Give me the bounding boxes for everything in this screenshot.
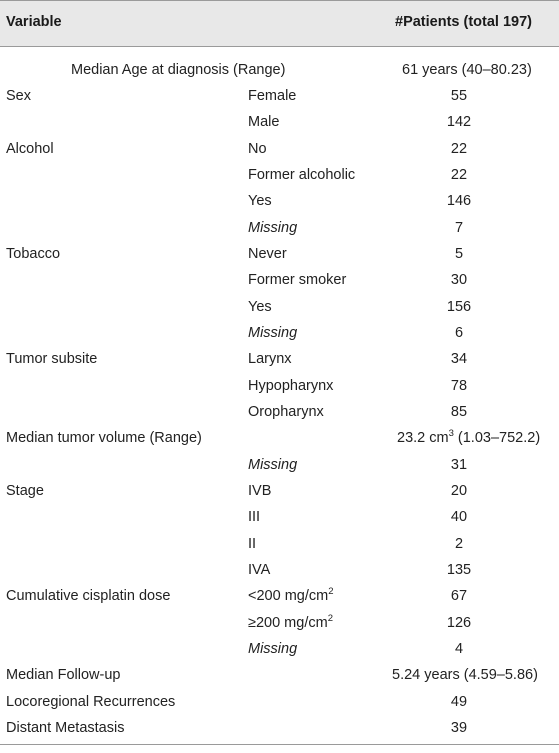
- row-value: 67: [450, 588, 468, 604]
- row-category: III: [248, 509, 261, 525]
- row-value: [397, 429, 540, 447]
- row-category: Missing: [248, 325, 298, 341]
- row-variable: Alcohol: [6, 141, 54, 157]
- table-row: [0, 373, 559, 399]
- row-value: 20: [450, 483, 468, 499]
- table-row: [0, 399, 559, 425]
- table-row: [0, 346, 559, 372]
- row-variable: Cumulative cisplatin dose: [6, 588, 171, 604]
- row-category: Former alcoholic: [248, 167, 356, 183]
- value-main: 23.2 cm: [397, 430, 449, 446]
- row-value: 34: [450, 351, 468, 367]
- row-value: 5.24 years (4.59–5.86): [392, 667, 538, 683]
- table-row: [0, 162, 559, 188]
- row-value: 22: [450, 167, 468, 183]
- table-row: [0, 267, 559, 293]
- row-value: 31: [450, 457, 468, 473]
- row-category: No: [248, 141, 267, 157]
- row-category: Missing: [248, 641, 298, 657]
- table-row: [0, 610, 559, 636]
- table-row: [0, 452, 559, 478]
- table-row: [0, 136, 559, 162]
- row-value: 85: [450, 404, 468, 420]
- row-variable: Tobacco: [6, 246, 61, 262]
- row-value: 78: [450, 378, 468, 394]
- row-variable: Distant Metastasis: [6, 720, 125, 736]
- row-value: 55: [450, 88, 468, 104]
- row-category: Missing: [248, 457, 298, 473]
- row-variable: Tumor subsite: [6, 351, 98, 367]
- table-row: [0, 715, 559, 741]
- table-header: [0, 0, 559, 47]
- category-main: ≥200 mg/cm: [248, 615, 328, 631]
- row-category: IVA: [248, 562, 271, 578]
- row-category: [248, 614, 333, 632]
- row-variable: Median tumor volume (Range): [6, 430, 202, 446]
- row-category: Yes: [248, 299, 272, 315]
- table-row: [0, 662, 559, 688]
- row-value: 146: [446, 193, 472, 209]
- row-category: II: [248, 536, 257, 552]
- header-variable: Variable: [6, 14, 62, 30]
- table-row: [0, 557, 559, 583]
- table-row: [0, 83, 559, 109]
- row-variable: Locoregional Recurrences: [6, 694, 176, 710]
- row-category: [248, 587, 334, 605]
- table-bottom-rule: [0, 744, 559, 745]
- row-category: Yes: [248, 193, 272, 209]
- row-category: Oropharynx: [248, 404, 324, 420]
- row-value: 22: [450, 141, 468, 157]
- table-row: [0, 241, 559, 267]
- row-value: 39: [450, 720, 468, 736]
- row-category: Male: [248, 114, 280, 130]
- row-value: 61 years (40–80.23): [402, 62, 532, 78]
- category-superscript: 2: [327, 613, 333, 624]
- header-patients: #Patients (total 197): [395, 14, 532, 30]
- table-row: [0, 689, 559, 715]
- category-main: <200 mg/cm: [248, 588, 329, 604]
- row-category: Hypopharynx: [248, 378, 334, 394]
- row-variable: Sex: [6, 88, 31, 104]
- row-variable: Stage: [6, 483, 44, 499]
- table-row: [0, 425, 559, 451]
- table-row: [0, 320, 559, 346]
- table-row: [0, 531, 559, 557]
- row-value: 40: [450, 509, 468, 525]
- row-category: Female: [248, 88, 297, 104]
- row-value: 4: [454, 641, 464, 657]
- row-value: 156: [446, 299, 472, 315]
- row-category: IVB: [248, 483, 272, 499]
- category-superscript: 2: [328, 586, 334, 597]
- table-row: [0, 215, 559, 241]
- table-row: [0, 504, 559, 530]
- row-value: 2: [454, 536, 464, 552]
- row-category: Former smoker: [248, 272, 347, 288]
- row-value: 7: [454, 220, 464, 236]
- row-value: 5: [454, 246, 464, 262]
- row-value: 30: [450, 272, 468, 288]
- row-category: Never: [248, 246, 287, 262]
- row-value: 142: [446, 114, 472, 130]
- table-row: [0, 583, 559, 609]
- row-value: 126: [446, 615, 472, 631]
- row-variable: Median Follow-up: [6, 667, 121, 683]
- table-row: [0, 636, 559, 662]
- table-row: [0, 294, 559, 320]
- row-value: 6: [454, 325, 464, 341]
- row-variable: Median Age at diagnosis (Range): [71, 62, 286, 78]
- table-row: [0, 478, 559, 504]
- table-row: [0, 188, 559, 214]
- table-row: [0, 109, 559, 135]
- value-superscript: 3: [448, 428, 454, 439]
- row-category: Larynx: [248, 351, 292, 367]
- row-value: 135: [446, 562, 472, 578]
- row-value: 49: [450, 694, 468, 710]
- row-category: Missing: [248, 220, 298, 236]
- value-range: (1.03–752.2): [453, 430, 541, 446]
- table-row: [0, 57, 559, 83]
